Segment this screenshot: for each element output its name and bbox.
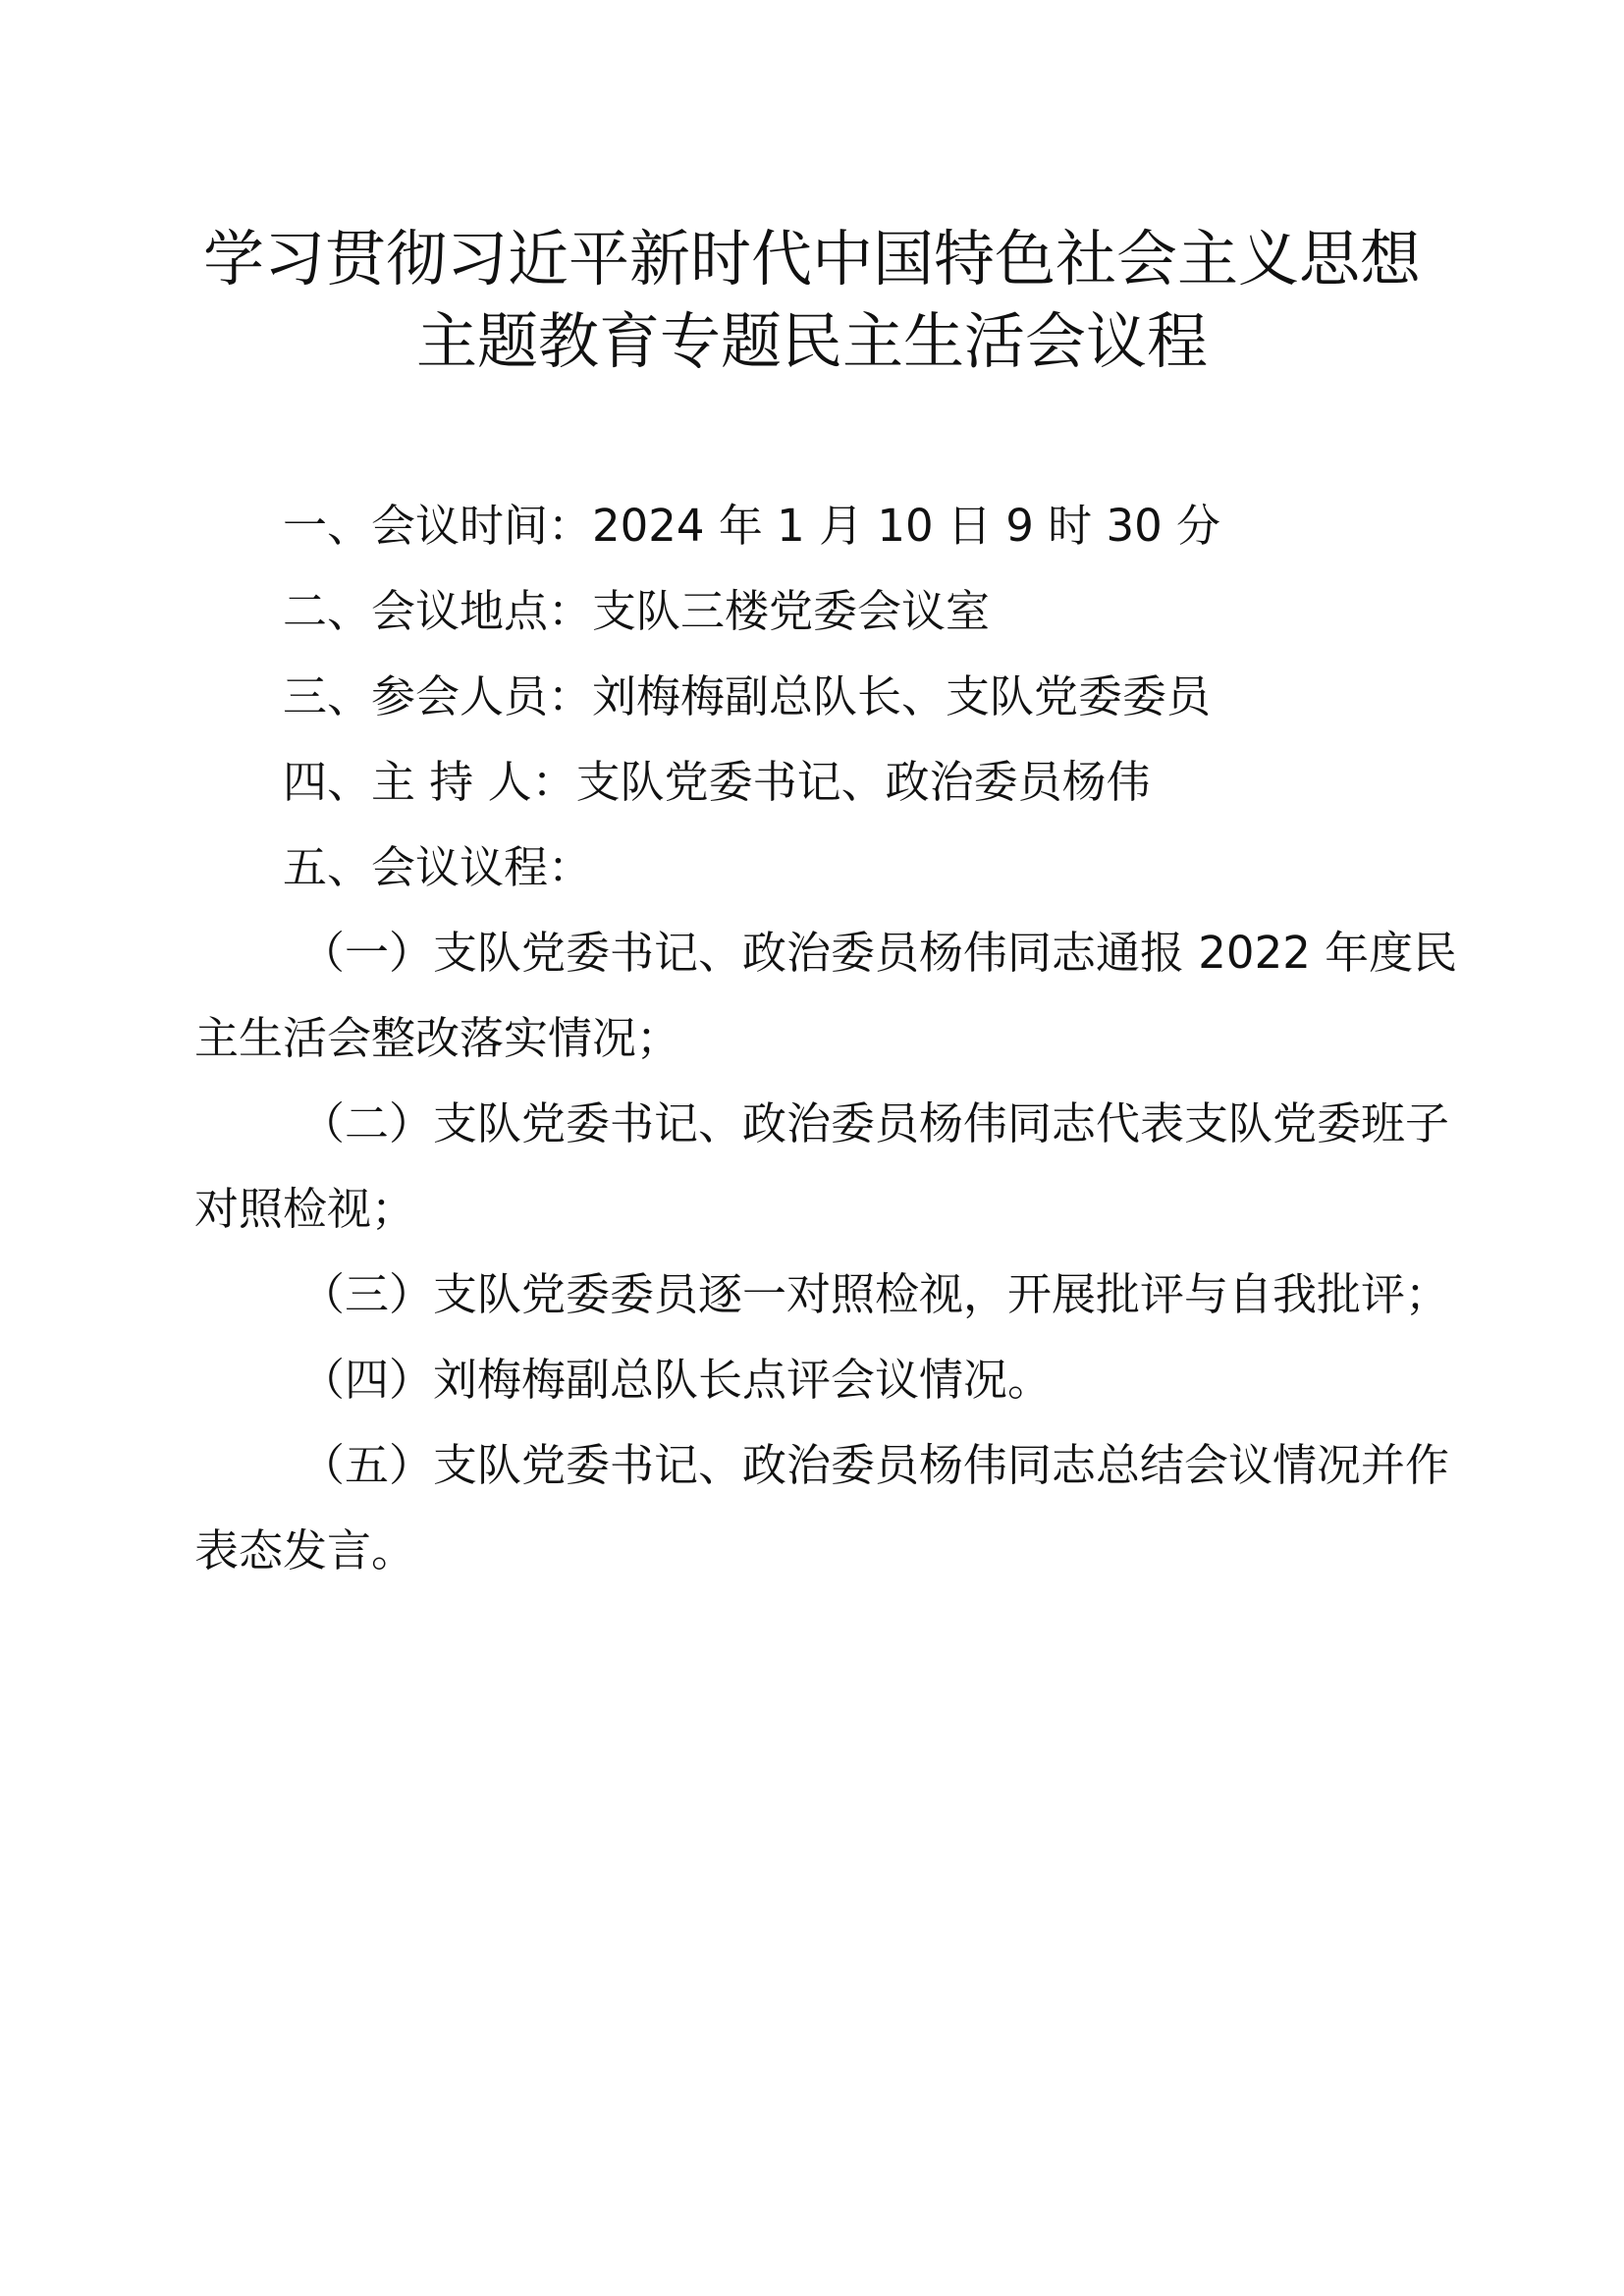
meeting-attendees: 三、参会人员：刘梅梅副总队长、支队党委委员 [283,670,1212,722]
title-line-2: 主题教育专题民主生活会议程 [415,305,1208,377]
agenda-item-5-line-1: （五）支队党委书记、政治委员杨伟同志总结会议情况并作 [300,1439,1450,1491]
document-body [194,483,1461,1593]
page-title [147,218,1477,383]
agenda-item-5-line-2: 表态发言。 [194,1524,416,1576]
meeting-time: 一、会议时间：2024 年 1 月 10 日 9 时 30 分 [283,500,1221,552]
title-line-1: 学习贯彻习近平新时代中国特色社会主义思想 [202,223,1421,294]
meeting-location: 二、会议地点：支队三楼党委会议室 [283,585,991,637]
agenda-item-4: （四）刘梅梅副总队长点评会议情况。 [300,1354,1053,1406]
meeting-agenda-heading: 五、会议议程： [283,841,593,893]
agenda-item-2-line-1: （二）支队党委书记、政治委员杨伟同志代表支队党委班子 [300,1097,1450,1149]
agenda-item-3: （三）支队党委委员逐一对照检视，开展批评与自我批评； [300,1268,1450,1320]
agenda-item-1-line-2: 主生活会整改落实情况； [194,1012,681,1064]
meeting-host: 四、主 持 人：支队党委书记、政治委员杨伟 [283,756,1151,808]
agenda-item-1-line-1: （一）支队党委书记、政治委员杨伟同志通报 2022 年度民 [300,927,1458,979]
agenda-item-2-line-2: 对照检视； [194,1183,416,1235]
